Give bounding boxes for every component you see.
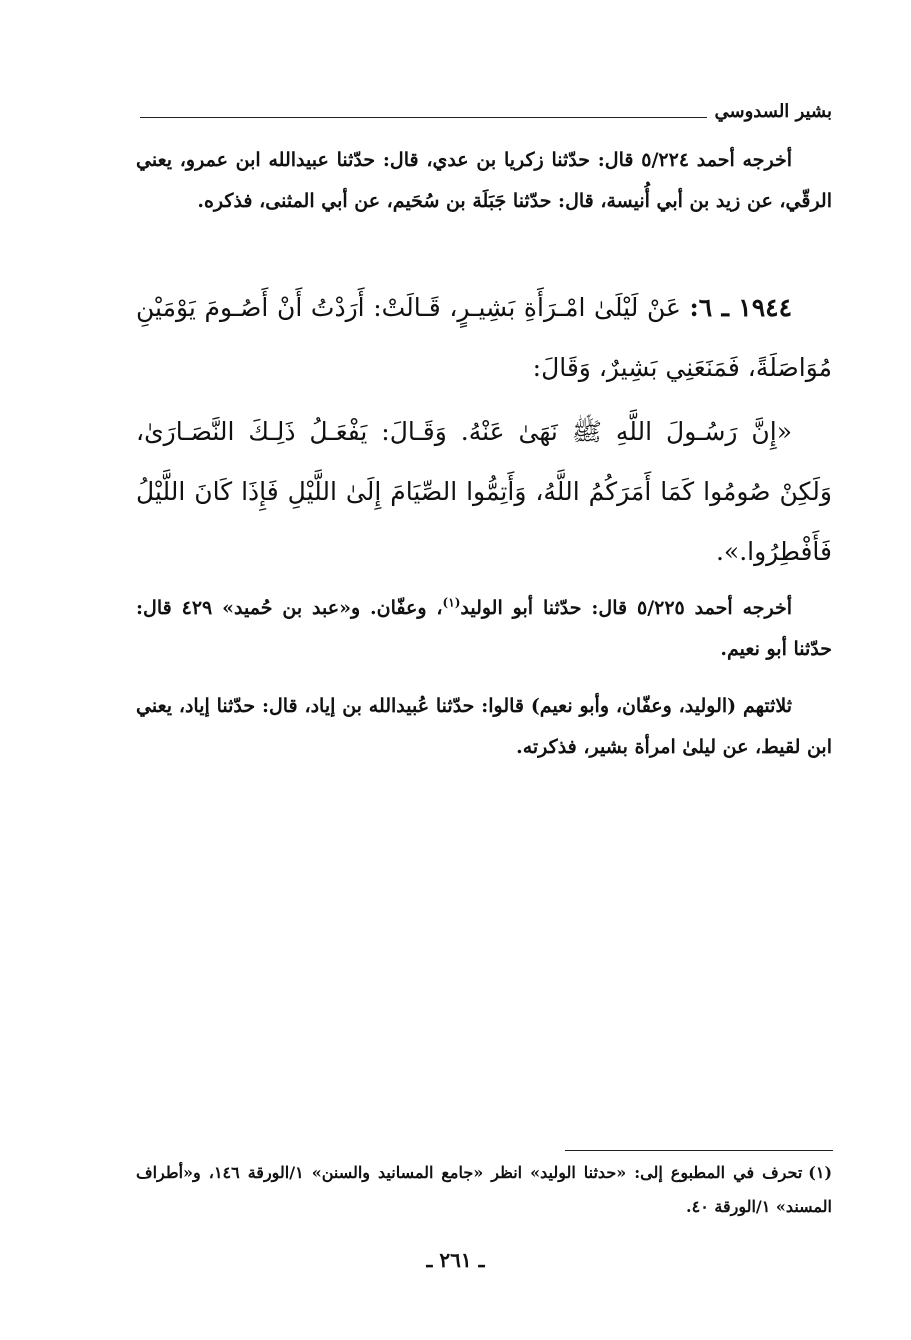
footnote	[136, 1156, 832, 1224]
footnote-reference[interactable]: (١)	[442, 595, 461, 610]
takhrij-paragraph-3: ثلاثتهم (الوليد، وعفّان، وأبو نعيم) قالوا: حدّثنا عُبيدالله بن إياد، قال: حدّثنا إياد، يعني ابن لقيط، عن ليلىٰ امرأة بشير، فذكرته.	[136, 695, 832, 758]
footnote-rule	[565, 1150, 833, 1151]
footnote-text: تحرف في المطبوع إلى: «حدثنا الوليد» انظر «جامع المسانيد والسنن» ١/الورقة ١٤٦، و«أطراف المسند» ١/الورقة ٤٠.	[136, 1163, 832, 1216]
takhrij-2-text-a: أخرجه أحمد ٥/٢٢٥ قال: حدّثنا أبو الوليد	[460, 597, 793, 619]
page-number: ـ ٢٦١ ـ	[426, 1248, 485, 1272]
takhrij-2-text-b: ، وعفّان. و«عبد بن حُميد» ٤٢٩ قال: حدّثنا أبو نعيم.	[136, 597, 832, 660]
footnote-marker: (١)	[808, 1163, 833, 1182]
hadith-text: عَنْ لَيْلَىٰ امْـرَأَةِ بَشِيـرٍ، قَـالَتْ: أَرَدْتُ أَنْ أَصُـومَ يَوْمَيْنِ مُوَاصَلَةً، فَمَنَعَنِي بَشِيرٌ، وَقَالَ:	[136, 293, 832, 382]
takhrij-paragraph-2	[136, 588, 832, 670]
hadith-number: ١٩٤٤ ـ ٦:	[689, 293, 793, 322]
header-rule	[140, 117, 732, 118]
header-title: بشير السدوسي	[707, 98, 832, 126]
hadith-paragraph	[136, 278, 832, 398]
hadith-quote-paragraph: «إِنَّ رَسُـولَ اللَّهِ ﷺ نَهَىٰ عَنْهُ. وَقَـالَ: يَفْعَـلُ ذَلِـكَ النَّصَـارَىٰ، وَلَكِنْ صُومُوا كَمَا أَمَرَكُمُ اللَّهُ، وَأَتِمُّوا الصِّيَامَ إِلَىٰ اللَّيْلِ فَإِذَا كَانَ اللَّيْلُ فَأَفْطِرُوا.».	[136, 417, 832, 566]
running-header	[140, 98, 832, 126]
takhrij-paragraph-1: أخرجه أحمد ٥/٢٢٤ قال: حدّثنا زكريا بن عدي، قال: حدّثنا عبيدالله ابن عمرو، يعني الرقّي، عن زيد بن أبي أُنيسة، قال: حدّثنا جَبَلَة بن سُحَيم، عن أبي المثنى، فذكره.	[136, 149, 832, 212]
